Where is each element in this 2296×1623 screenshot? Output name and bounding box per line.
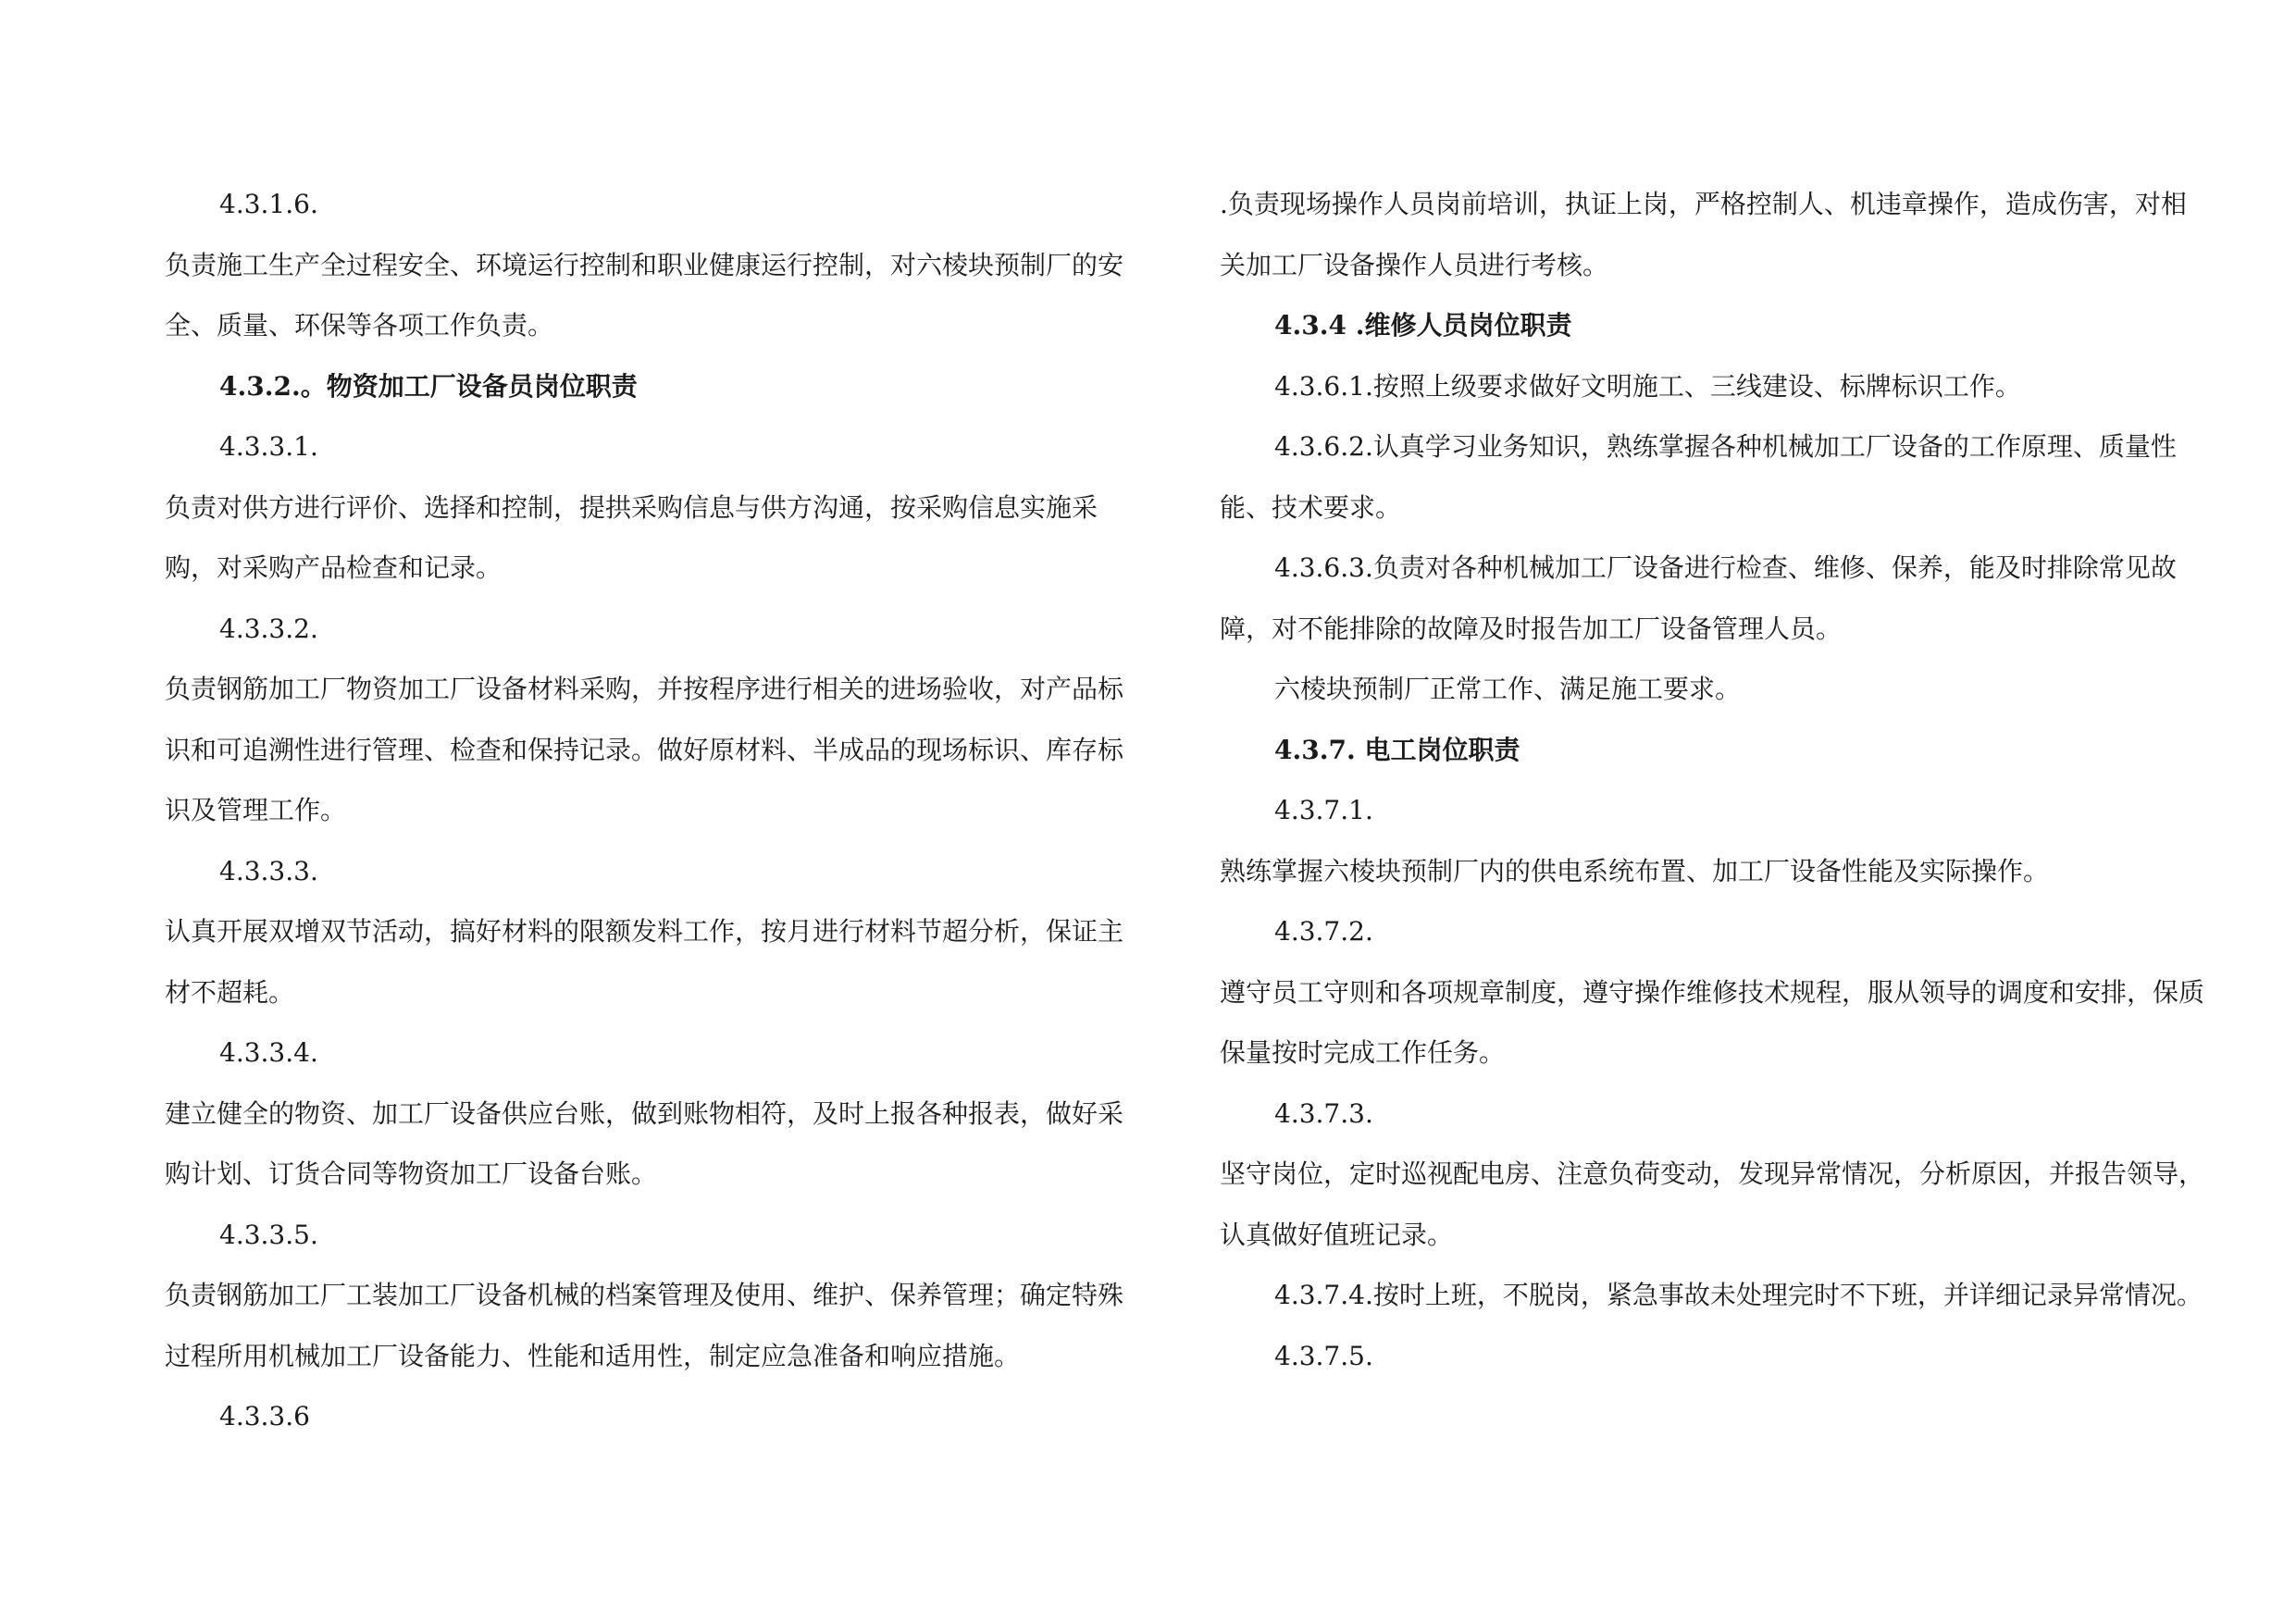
clause-number: 4.3.3.6 <box>219 1401 310 1431</box>
clause-text: .负责现场操作人员岗前培训，执证上岗，严格控制人、机违章操作，造成伤害，对相关加工厂设备操作人员进行考核。 <box>1220 189 2187 280</box>
clause-text: 认真开展双增双节活动，搞好材料的限额发料工作，按月进行材料节超分析，保证主材不超耗。 <box>165 916 1124 1008</box>
clause-number: 4.3.3.3. <box>219 855 318 886</box>
clause-number: 4.3.1.6. <box>219 189 318 219</box>
clause-number: 4.3.7.1. <box>1274 795 1373 825</box>
section-heading: 4.3.7. 电工岗位职责 <box>1274 734 1520 765</box>
left-column <box>165 174 1148 1447</box>
clause-text: 建立健全的物资、加工厂设备供应台账，做到账物相符，及时上报各种报表，做好采购计划、订货合同等物资加工厂设备台账。 <box>165 1097 1124 1189</box>
clause-number: 4.3.7.3. <box>1274 1097 1373 1129</box>
clause-text: 六棱块预制厂正常工作、满足施工要求。 <box>1274 674 1742 704</box>
clause-number: 4.3.3.2. <box>219 613 318 644</box>
clause-text: 遵守员工守则和各项规章制度，遵守操作维修技术规程，服从领导的调度和安排，保质保量按时完成工作任务。 <box>1220 976 2205 1068</box>
clause-number: 4.3.3.5. <box>219 1219 318 1250</box>
clause-text: 坚守岗位，定时巡视配电房、注意负荷变动，发现异常情况，分析原因，并报告领导，认真做好值班记录。 <box>1220 1158 2205 1250</box>
clause-text: 4.3.6.2.认真学习业务知识，熟练掌握各种机械加工厂设备的工作原理、质量性能、技术要求。 <box>1220 431 2177 523</box>
clause-text: 4.3.6.3.负责对各种机械加工厂设备进行检查、维修、保养，能及时排除常见故障，对不能排除的故障及时报告加工厂设备管理人员。 <box>1220 552 2177 644</box>
clause-number: 4.3.3.4. <box>219 1037 318 1068</box>
clause-number: 4.3.3.1. <box>219 431 318 462</box>
clause-text: 负责钢筋加工厂工装加工厂设备机械的档案管理及使用、维护、保养管理；确定特殊过程所用机械加工厂设备能力、性能和适用性，制定应急准备和响应措施。 <box>165 1280 1124 1371</box>
section-heading: 4.3.4 .维修人员岗位职责 <box>1274 310 1572 341</box>
clause-text: 4.3.6.1.按照上级要求做好文明施工、三线建设、标牌标识工作。 <box>1274 370 2021 402</box>
clause-text: 熟练掌握六棱块预制厂内的供电系统布置、加工厂设备性能及实际操作。 <box>1220 855 2050 886</box>
clause-number: 4.3.7.2. <box>1274 916 1373 947</box>
section-heading: 4.3.2.。物资加工厂设备员岗位职责 <box>219 370 638 402</box>
clause-text: 负责钢筋加工厂物资加工厂设备材料采购，并按程序进行相关的进场验收，对产品标识和可追溯性进行管理、检查和保持记录。做好原材料、半成品的现场标识、库存标识及管理工作。 <box>165 674 1124 825</box>
clause-text: 负责对供方进行评价、选择和控制，提拱采购信息与供方沟通，按采购信息实施采购，对采购产品检查和记录。 <box>165 491 1098 583</box>
clause-text: 负责施工生产全过程安全、环境运行控制和职业健康运行控制，对六棱块预制厂的安全、质量、环保等各项工作负责。 <box>165 249 1124 341</box>
right-column <box>1220 174 2210 1386</box>
clause-text: 4.3.7.4.按时上班，不脱岗，紧急事故未处理完时不下班，并详细记录异常情况。 <box>1274 1280 2203 1310</box>
clause-number: 4.3.7.5. <box>1274 1340 1373 1371</box>
